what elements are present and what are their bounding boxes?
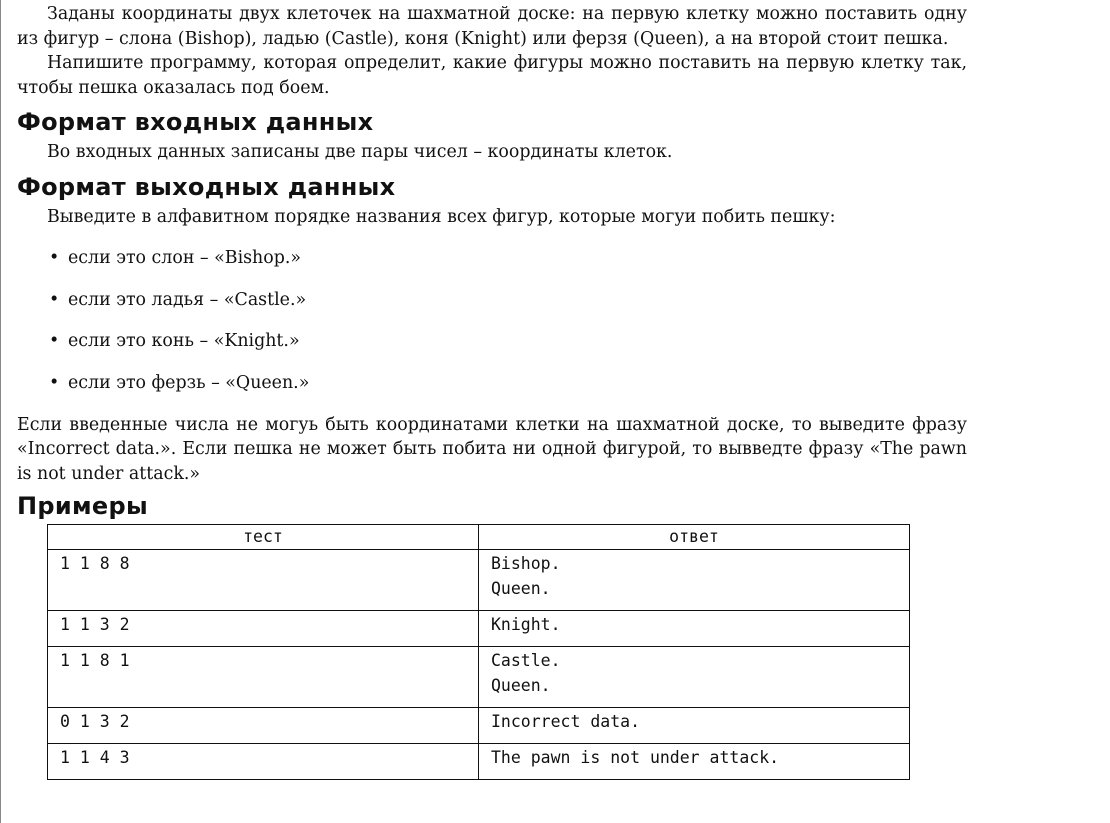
test-cell: 1 1 8 1 [48, 647, 479, 708]
answer-cell: Bishop. Queen. [479, 550, 910, 611]
table-header-row [48, 525, 910, 550]
bullet-icon: • [49, 331, 60, 351]
problem-statement [17, 0, 967, 780]
list-item: • если это ферзь – «Queen.» [49, 372, 310, 393]
table-row [48, 708, 910, 744]
answer-cell: Castle. Queen. [479, 647, 910, 708]
test-cell: 0 1 3 2 [48, 708, 479, 744]
column-header-test: тест [48, 525, 479, 550]
bullet-icon: • [49, 248, 60, 268]
statement-paragraph-1: Заданы координаты двух клеточек на шахматной доске: на первую клетку можно поставить одну из фигур – слона (Bishop), ладью (Castle), коня (Knight) или ферзя (Queen), а на второй стоит пешка. [17, 4, 967, 49]
table-row [48, 744, 910, 780]
table-row [48, 647, 910, 708]
input-format-text: Во входных данных записаны две пары чисел – координаты клеток. [47, 142, 673, 162]
list-item: • если это конь – «Knight.» [49, 331, 300, 351]
answer-cell: The pawn is not under attack. [479, 744, 910, 780]
test-cell: 1 1 3 2 [48, 611, 479, 647]
examples-heading: Примеры [17, 492, 148, 520]
bullet-icon: • [49, 372, 60, 393]
bullet-icon: • [49, 289, 60, 310]
answer-cell: Knight. [479, 611, 910, 647]
statement-paragraph-2: Напишите программу, которая определит, какие фигуры можно поставить на первую клетку так, чтобы пешка оказалась под боем. [17, 53, 967, 98]
input-format-heading: Формат входных данных [17, 108, 374, 136]
test-cell: 1 1 8 8 [48, 550, 479, 611]
page-left-border [0, 0, 1, 823]
list-item: • если это ладья – «Castle.» [49, 289, 307, 310]
test-cell: 1 1 4 3 [48, 744, 479, 780]
list-item: • если это слон – «Bishop.» [49, 248, 302, 268]
piece-list [17, 246, 967, 395]
output-format-note: Если введенные числа не могуь быть координатами клетки на шахматной доске, то выведите фразу «Incorrect data.». Если пешка не может быть побита ни одной фигурой, то вывведте фразу «The pawn is not under attack.» [17, 414, 967, 484]
table-row [48, 611, 910, 647]
answer-cell: Incorrect data. [479, 708, 910, 744]
examples-table [47, 524, 910, 780]
table-row [48, 550, 910, 611]
output-format-heading: Формат выходных данных [17, 172, 396, 201]
column-header-answer: ответ [479, 525, 910, 550]
output-format-intro: Выведите в алфавитном порядке названия всех фигур, которые могуи побить пешку: [47, 206, 836, 227]
